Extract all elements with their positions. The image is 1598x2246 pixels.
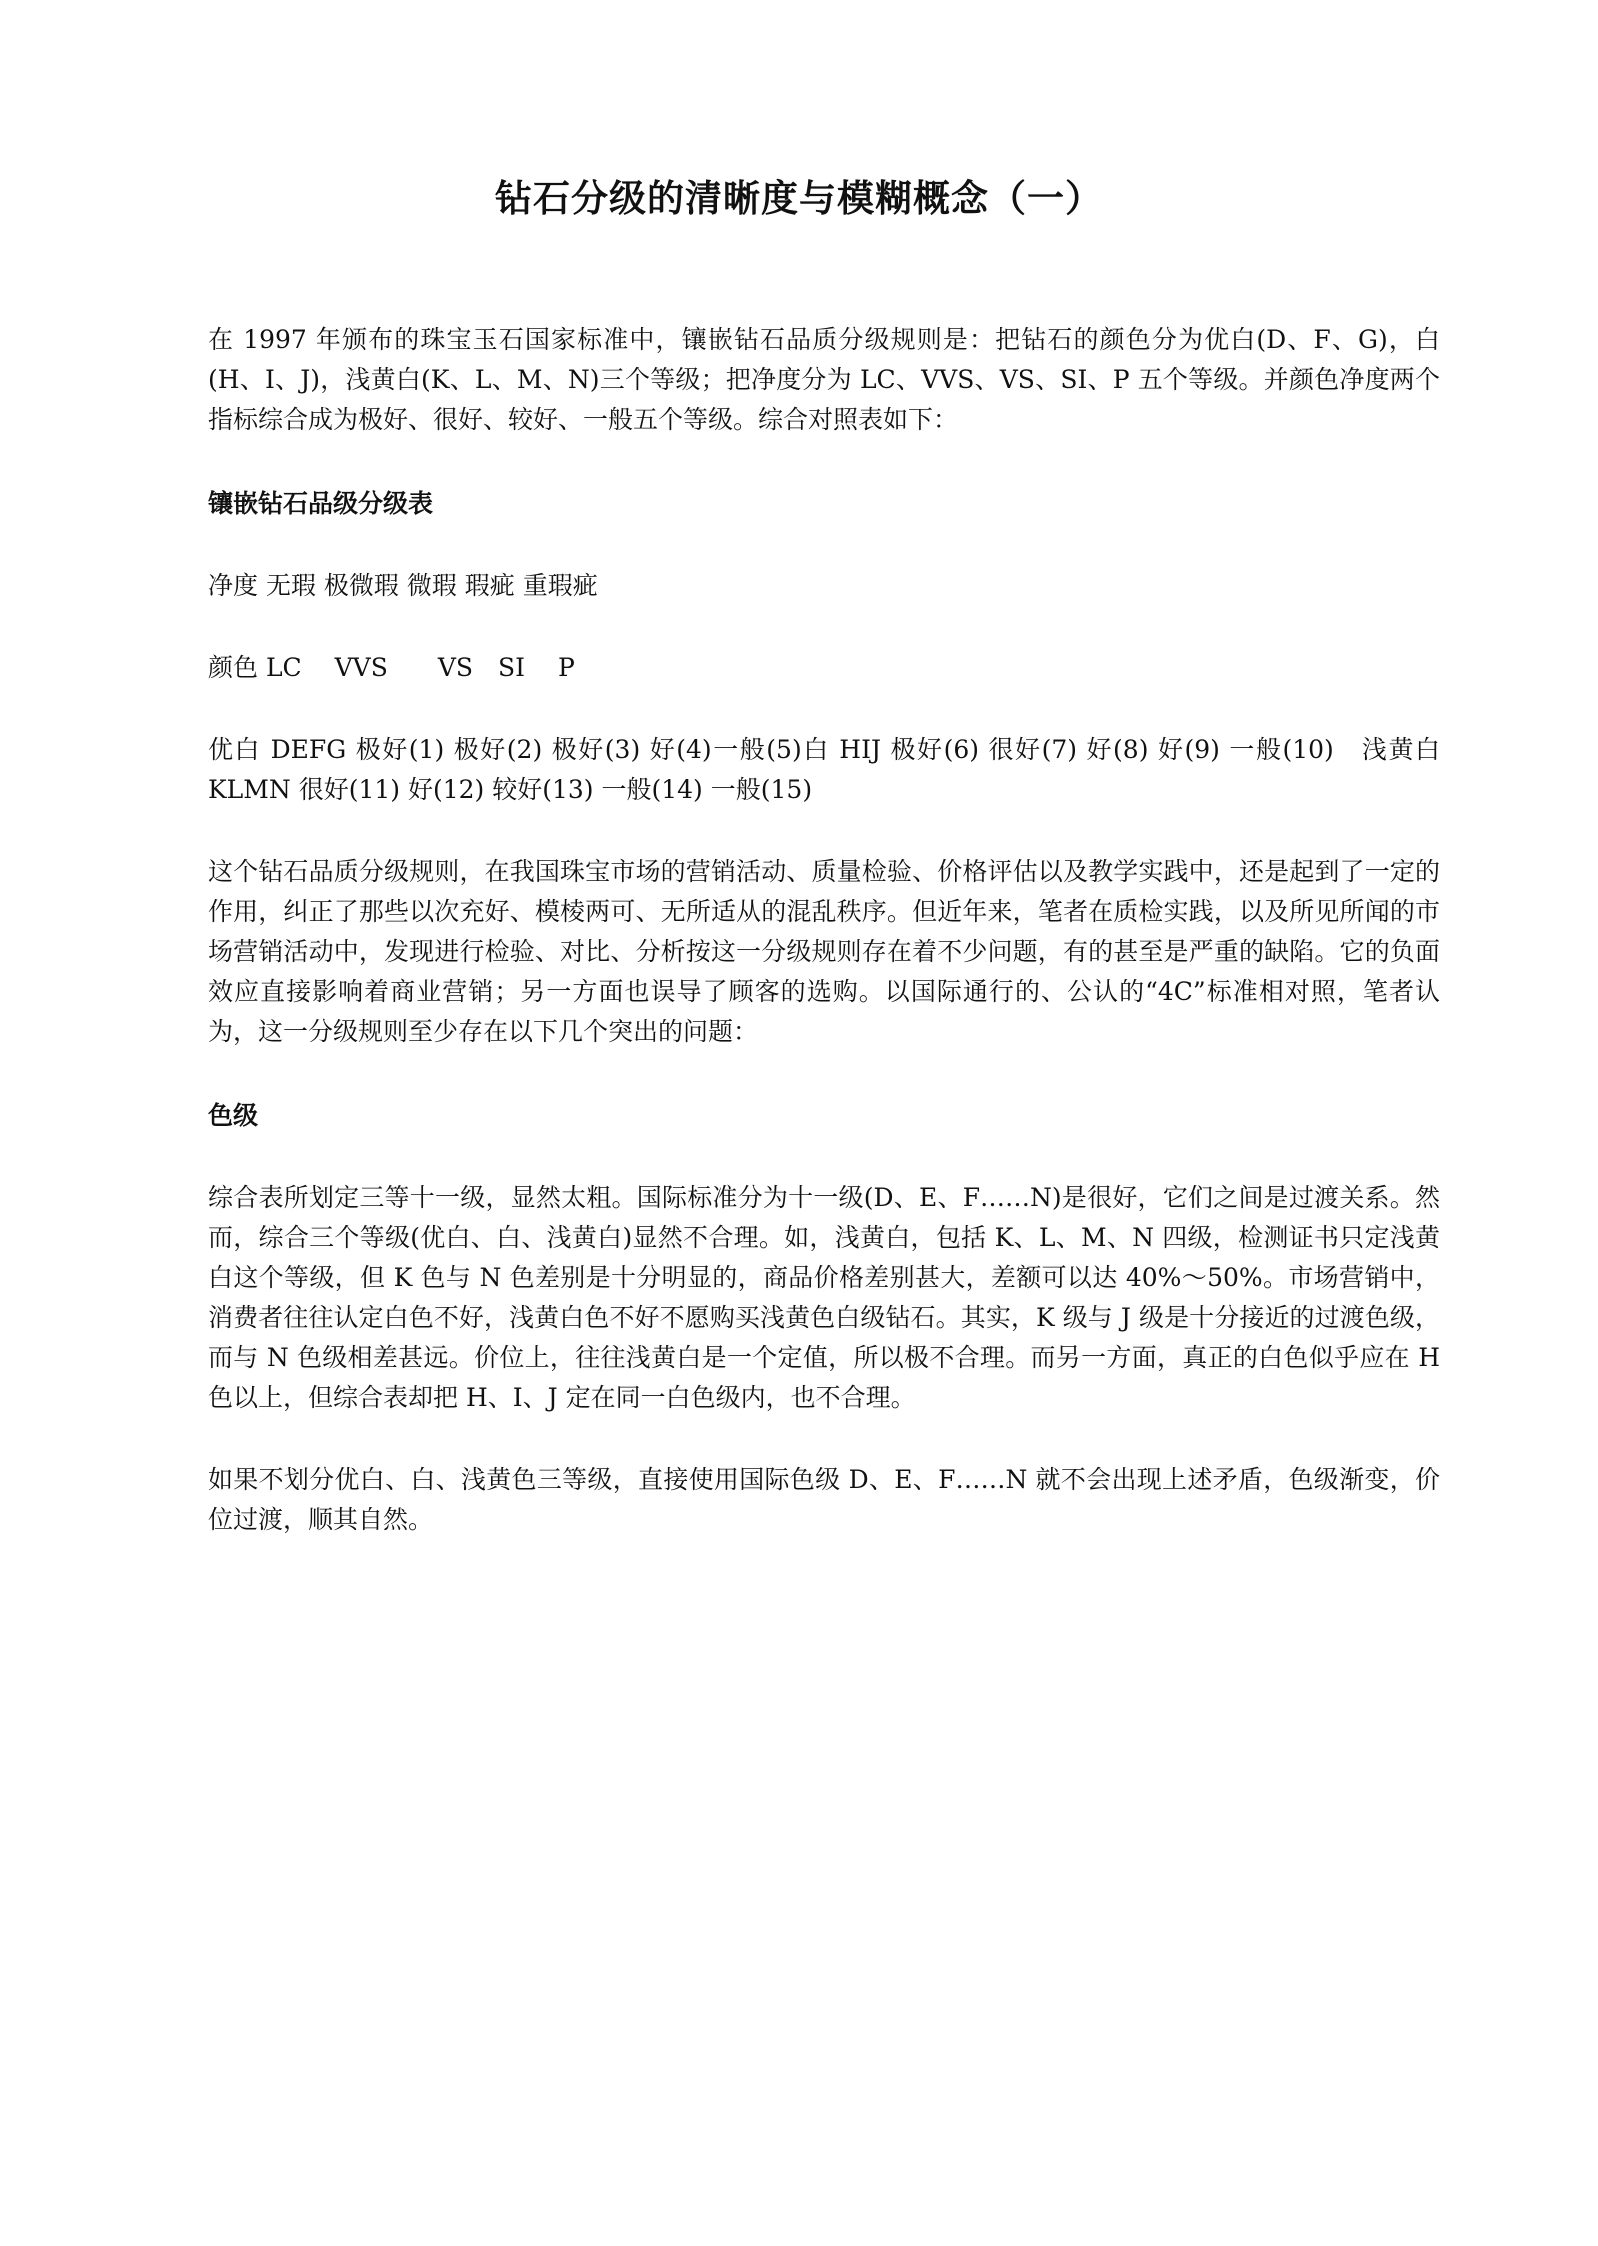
table-heading: 镶嵌钻石品级分级表	[208, 489, 434, 518]
table-row-grades: 优白 DEFG 极好(1) 极好(2) 极好(3) 好(4)一般(5)白 HIJ 极好(6) 很好(7) 好(8) 好(9) 一般(10) 浅黄白 KLMN 很好(11) 好(12) 较好(13) 一般(14) 一般(15)	[208, 735, 1440, 804]
document-body	[208, 320, 1440, 1540]
document-title: 钻石分级的清晰度与模糊概念（一）	[495, 177, 1103, 220]
table-row-clarity: 净度 无瑕 极微瑕 微瑕 瑕疵 重瑕疵	[208, 571, 598, 600]
problems-paragraph: 这个钻石品质分级规则，在我国珠宝市场的营销活动、质量检验、价格评估以及教学实践中，还是起到了一定的作用，纠正了那些以次充好、模棱两可、无所适从的混乱秩序。但近年来，笔者在质检实践，以及所见所闻的市场营销活动中，发现进行检验、对比、分析按这一分级规则存在着不少问题，有的甚至是严重的缺陷。它的负面效应直接影响着商业营销；另一方面也误导了顾客的选购。以国际通行的、公认的“4C”标准相对照，笔者认为，这一分级规则至少存在以下几个突出的问题：	[208, 857, 1440, 1046]
conclusion-paragraph: 如果不划分优白、白、浅黄色三等级，直接使用国际色级 D、E、F……N 就不会出现上述矛盾，色级渐变，价位过渡，顺其自然。	[208, 1465, 1440, 1534]
intro-paragraph: 在 1997 年颁布的珠宝玉石国家标准中，镶嵌钻石品质分级规则是：把钻石的颜色分为优白(D、F、G)，白(H、I、J)，浅黄白(K、L、M、N)三个等级；把净度分为 LC、VVS、VS、SI、P 五个等级。并颜色净度两个指标综合成为极好、很好、较好、一般五个等级。综合对照表如下：	[208, 325, 1440, 434]
section-heading-color-grade: 色级	[208, 1101, 259, 1130]
table-row-color: 颜色 LC VVS VS SI P	[208, 653, 575, 682]
color-grade-paragraph: 综合表所划定三等十一级，显然太粗。国际标准分为十一级(D、E、F……N)是很好，它们之间是过渡关系。然而，综合三个等级(优白、白、浅黄白)显然不合理。如，浅黄白，包括 K、L、M、N 四级，检测证书只定浅黄白这个等级，但 K 色与 N 色差别是十分明显的，商品价格差别甚大，差额可以达 40%～50%。市场营销中，消费者往往认定白色不好，浅黄白色不好不愿购买浅黄色白级钻石。其实，K 级与 J 级是十分接近的过渡色级，而与 N 色级相差甚远。价位上，往往浅黄白是一个定值，所以极不合理。而另一方面，真正的白色似乎应在 H 色以上，但综合表却把 H、I、J 定在同一白色级内，也不合理。	[208, 1183, 1440, 1412]
